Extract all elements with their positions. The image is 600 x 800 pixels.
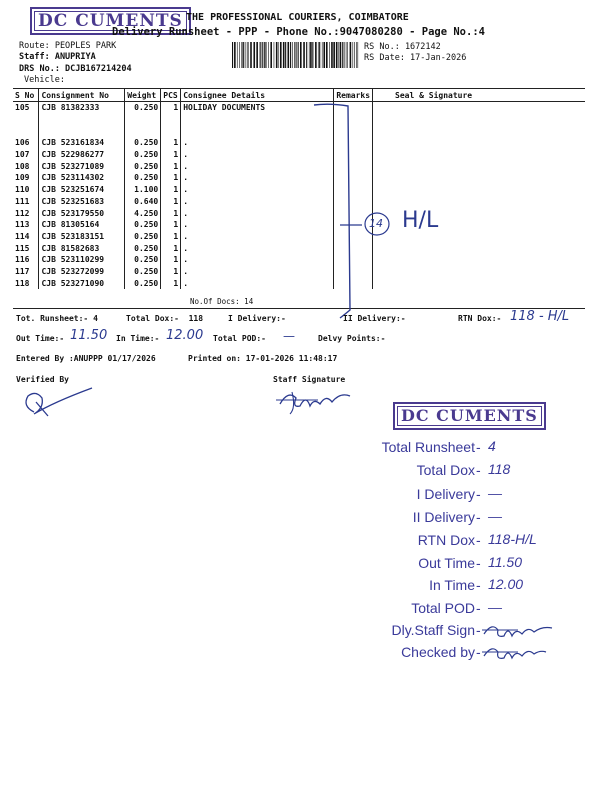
barcode-bar [329,42,330,68]
barcode-bar [336,42,338,68]
col-weight: Weight [125,89,161,102]
row-pcs: 1 [161,160,181,172]
barcode-bar [274,42,275,68]
table-row [13,277,585,289]
row-pcs: 1 [161,137,181,149]
dly-staff-signature [478,618,558,642]
summary-dash: - [476,577,481,593]
total-pod-hand: — [283,329,295,343]
summary-stamp [393,402,546,430]
row-pcs: 1 [161,219,181,231]
barcode-bar [237,42,238,68]
barcode-bar [340,42,342,68]
row-sno: 113 [15,220,30,230]
barcode-bar [326,42,328,68]
vehicle: Vehicle: [24,75,65,85]
row-consignment: CJB 81582683 [39,242,125,254]
row-pcs: 1 [161,277,181,289]
row-weight [125,125,161,137]
summary-value: 118 [488,461,511,477]
barcode-bar [303,42,305,68]
row-pcs: 1 [161,149,181,161]
table-row [13,172,585,184]
row-consignment: CJB 523271089 [39,160,125,172]
barcode-bar [270,42,272,68]
row-consignee: . [181,266,334,278]
row-pcs: 1 [161,196,181,208]
summary-dash: - [476,600,481,616]
summary-label: Checked by [401,644,475,660]
runsheet-subtitle: Delivery Runsheet - PPP - Phone No.:9047080280 - Page No.:4 [112,26,485,38]
row-consignment: CJB 523271090 [39,277,125,289]
barcode-bar [346,42,347,68]
row-consignment: CJB 523179550 [39,207,125,219]
row-pcs: 1 [161,231,181,243]
row-weight: 0.250 [125,172,161,184]
summary-dash: - [476,532,481,548]
barcode-bar [247,42,248,68]
row-consignee: HOLIDAY DOCUMENTS [181,102,334,114]
barcode-bar [300,42,302,68]
barcode-bar [350,42,352,68]
row-sno: 115 [15,243,30,253]
barcode-image [232,42,360,68]
row-sno: 117 [15,266,30,276]
barcode-bar [285,42,286,68]
row-weight: 0.640 [125,196,161,208]
stamp-text: DC CUMENTS [38,11,183,31]
row-sno: 111 [15,196,30,206]
row-sno: 105 [15,103,30,113]
summary-label: Dly.Staff Sign [391,622,475,638]
row-consignee: . [181,137,334,149]
barcode-bar [298,42,299,68]
summary-stamp-text: DC CUMENTS [401,406,538,425]
table-row [13,254,585,266]
table-row [13,149,585,161]
barcode-bar [283,42,285,68]
barcode-bar [309,42,310,68]
out-time-hand: 11.50 [70,328,108,343]
summary-label: Total POD [411,600,475,616]
row-pcs: 1 [161,102,181,114]
entered-by: Entered By :ANUPPP 01/17/2026 [16,354,156,363]
table-header-row [13,89,585,102]
row-consignee: . [181,149,334,161]
row-consignment: CJB 522986277 [39,149,125,161]
summary-dash: - [476,622,481,638]
row-consignment: CJB 523272099 [39,266,125,278]
barcode-bar [234,42,236,68]
table-row [13,266,585,278]
col-consignee: Consignee Details [181,89,334,102]
table-row [13,114,585,126]
barcode-bar [356,42,357,68]
row-consignee: . [181,254,334,266]
col-sno: S No [13,89,39,102]
barcode-bar [323,42,325,68]
row-consignee: . [181,207,334,219]
table-row [13,242,585,254]
checked-by-signature [478,640,558,664]
out-time: Out Time:- [16,334,65,343]
barcode-bar [294,42,295,68]
row-weight: 1.100 [125,184,161,196]
summary-value: 12.00 [488,576,524,592]
row-consignee: . [181,219,334,231]
row-pcs: 1 [161,242,181,254]
handwritten-count: 14 [369,217,383,230]
barcode-bar [296,42,297,68]
row-sno: 114 [15,231,30,241]
col-seal: Seal & Signature [373,89,585,102]
company-name: THE PROFESSIONAL COURIERS, COIMBATORE [186,12,409,23]
summary-dash: - [476,555,481,571]
drs-no: DRS No.: DCJB167214204 [19,64,132,74]
barcode-bar [315,42,317,68]
summary-dash: - [476,509,481,525]
barcode-bar [290,42,291,68]
row-sno: 118 [15,278,30,288]
row-sno: 109 [15,173,30,183]
staff-signature-label: Staff Signature [273,375,346,384]
row-sno [13,125,39,137]
barcode-bar [342,42,343,68]
row-weight [125,114,161,126]
table-row [13,207,585,219]
row-sno: 112 [15,208,30,218]
row-pcs [161,114,181,126]
col-consignment: Consignment No [39,89,125,102]
staff: Staff: ANUPRIYA [19,52,96,62]
row-consignee: . [181,242,334,254]
row-weight: 0.250 [125,254,161,266]
runsheet-table [13,88,585,289]
row-sno [13,114,39,126]
barcode-bar [268,42,269,68]
row-consignment: CJB 81382333 [39,102,125,114]
row-consignee: . [181,277,334,289]
summary-label: Total Dox [416,462,475,478]
row-sno: 116 [15,255,30,265]
barcode-bar [256,42,258,68]
barcode-bar [318,42,319,68]
barcode-bar [319,42,320,68]
in-time: In Time:- [116,334,160,343]
barcode-bar [292,42,293,68]
summary-label: II Delivery [412,509,475,525]
barcode-bar [232,42,233,68]
row-weight: 0.250 [125,160,161,172]
table-row [13,219,585,231]
row-consignment: CJB 523161834 [39,137,125,149]
no-of-docs: No.Of Docs: 14 [190,297,254,306]
row-weight: 0.250 [125,219,161,231]
i-delivery: I Delivery:- [228,314,286,323]
barcode-bar [344,42,345,68]
total-pod: Total POD:- [213,334,266,343]
table-row [13,160,585,172]
row-pcs [161,125,181,137]
rs-no: RS No.: 1672142 [364,42,441,52]
row-consignment [39,125,125,137]
rtn-dox-hand: 118 - H/L [510,309,570,324]
barcode-bar [347,42,348,68]
barcode-bar [338,42,339,68]
summary-value: — [488,508,502,524]
handwritten-remark: H/L [402,208,439,233]
summary-value: 11.50 [488,554,522,570]
row-sno: 106 [15,138,30,148]
row-weight: 0.250 [125,242,161,254]
summary-dash: - [476,439,481,455]
row-consignee: . [181,184,334,196]
col-pcs: PCS [161,89,181,102]
barcode-bar [354,42,355,68]
table-row [13,231,585,243]
row-pcs: 1 [161,266,181,278]
table-row [13,196,585,208]
row-weight: 0.250 [125,231,161,243]
summary-label: Total Runsheet [381,439,475,455]
row-consignee: . [181,172,334,184]
row-pcs: 1 [161,254,181,266]
barcode-bar [288,42,290,68]
table-row [13,125,585,137]
row-consignee: . [181,196,334,208]
barcode-bar [250,42,252,68]
row-consignment: CJB 523183151 [39,231,125,243]
barcode-bar [276,42,278,68]
barcode-bar [353,42,354,68]
row-consignee: . [181,160,334,172]
row-consignment [39,114,125,126]
rtn-dox: RTN Dox:- [458,314,502,323]
row-weight: 0.250 [125,277,161,289]
row-consignment: CJB 81305164 [39,219,125,231]
row-consignment: CJB 523114302 [39,172,125,184]
barcode-bar [246,42,247,68]
route: Route: PEOPLES PARK [19,41,117,51]
row-weight: 4.250 [125,207,161,219]
row-sno: 110 [15,185,30,195]
barcode-bar [310,42,312,68]
barcode-bar [253,42,255,68]
in-time-hand: 12.00 [166,328,204,343]
row-weight: 0.250 [125,149,161,161]
row-consignment: CJB 523251683 [39,196,125,208]
barcode-bar [306,42,307,68]
row-consignee: . [181,231,334,243]
printed-on: Printed on: 17-01-2026 11:48:17 [188,354,338,363]
barcode-bar [239,42,240,68]
row-sno: 107 [15,150,30,160]
barcode-bar [243,42,244,68]
total-dox: Total Dox:- 118 [126,314,204,323]
barcode-bar [265,42,266,68]
tot-runsheet: Tot. Runsheet:- 4 [16,314,98,323]
row-weight: 0.250 [125,102,161,114]
barcode-bar [322,42,323,68]
row-sno: 108 [15,161,30,171]
staff-signature [270,384,360,418]
table-row [13,137,585,149]
rs-date: RS Date: 17-Jan-2026 [364,53,467,63]
barcode-bar [312,42,313,68]
summary-label: RTN Dox [417,532,475,548]
ii-delivery: II Delivery:- [343,314,406,323]
barcode-bar [333,42,335,68]
barcode-bar [278,42,279,68]
summary-label: Out Time [418,555,475,571]
summary-dash: - [476,644,481,660]
row-weight: 0.250 [125,137,161,149]
summary-value: 118-H/L [488,531,537,547]
row-pcs: 1 [161,207,181,219]
summary-label: I Delivery [416,486,475,502]
summary-value: — [488,599,502,615]
summary-dash: - [476,486,481,502]
barcode-bar [280,42,282,68]
summary-label: In Time [429,577,475,593]
barcode-bar [260,42,261,68]
row-weight: 0.250 [125,266,161,278]
verified-signature [14,384,104,424]
table-row [13,102,585,114]
delvy-points: Delvy Points:- [318,334,386,343]
summary-value: 4 [488,438,496,454]
summary-value: — [488,485,502,501]
barcode-bar [331,42,333,68]
summary-dash: - [476,462,481,478]
barcode-bar [241,42,242,68]
col-remarks: Remarks [334,89,373,102]
barcode-bar [358,42,359,68]
row-pcs: 1 [161,172,181,184]
table-row [13,184,585,196]
row-consignment: CJB 523110299 [39,254,125,266]
row-consignment: CJB 523251674 [39,184,125,196]
row-pcs: 1 [161,184,181,196]
verified-by: Verified By [16,375,69,384]
barcode-bar [262,42,263,68]
barcode-bar [264,42,265,68]
